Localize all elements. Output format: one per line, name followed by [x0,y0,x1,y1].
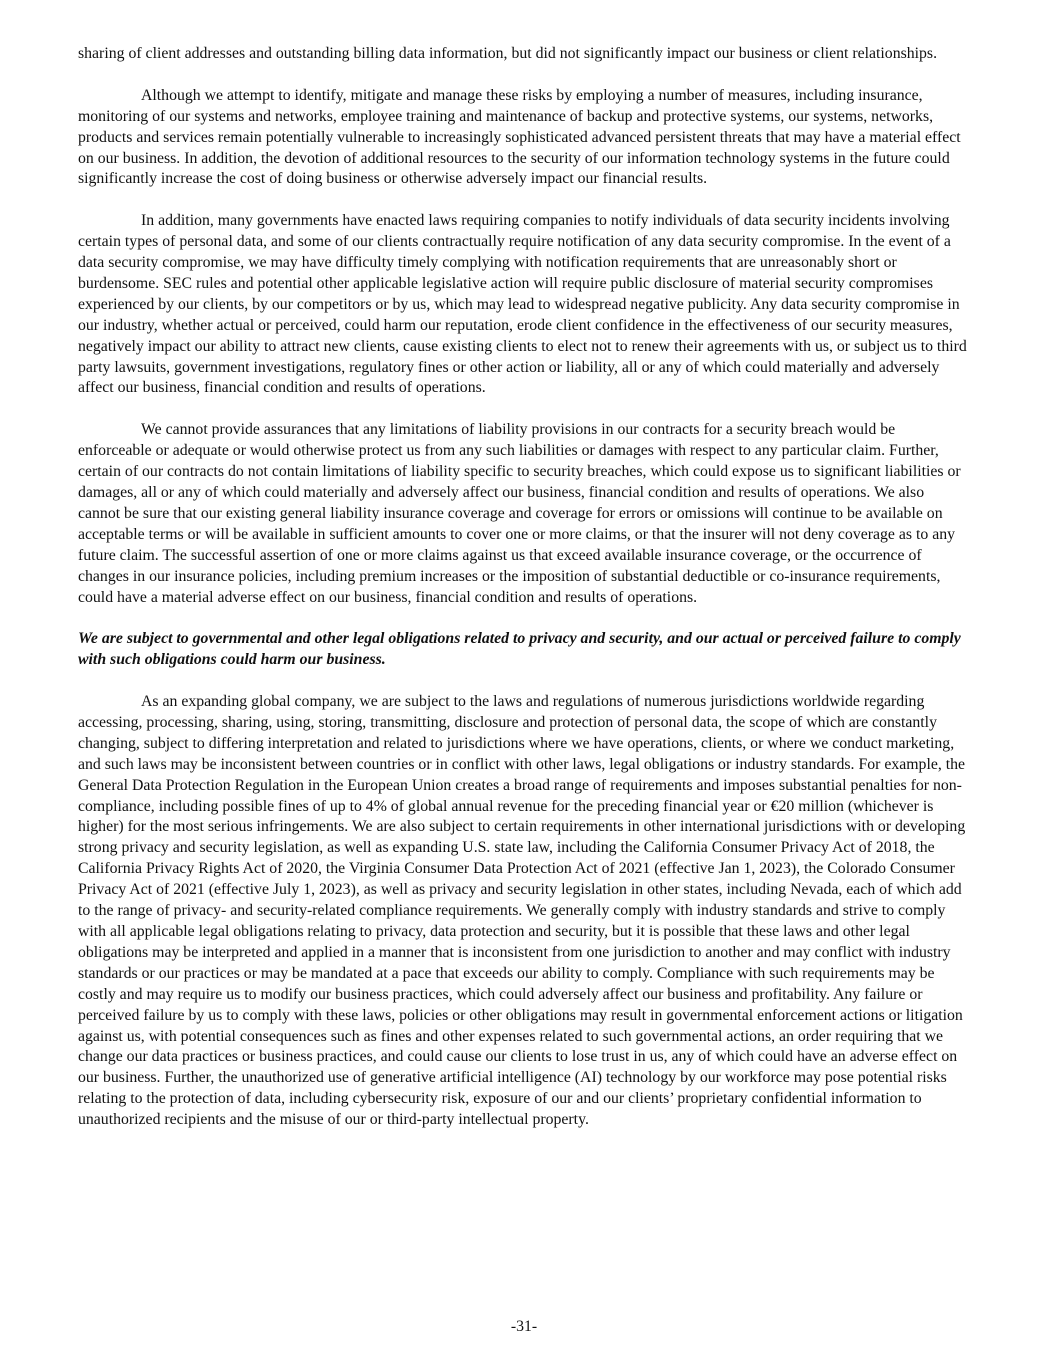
paragraph-global-privacy-laws: As an expanding global company, we are subject to the laws and regulations of numerous jurisdictions worldwide regarding accessing, processing, sharing, using, storing, transmitting, disclosure and protection of personal data, the scope of which are constantly changing, subject to differing interpretation and related to jurisdictions where we have operations, clients, or where we conduct marketing, and such laws may be inconsistent between countries or in conflict with other laws, legal obligations or industry standards. For example, the General Data Protection Regulation in the European Union creates a broad range of requirements and imposes substantial penalties for non-compliance, including possible fines of up to 4% of global annual revenue for the preceding financial year or €20 million (whichever is higher) for the most serious infringements. We are also subject to certain requirements in other international jurisdictions with or developing strong privacy and security legislation, as well as expanding U.S. state law, including the California Consumer Privacy Act of 2018, the California Privacy Rights Act of 2020, the Virginia Consumer Data Protection Act of 2021 (effective Jan 1, 2023), the Colorado Consumer Privacy Act of 2021 (effective July 1, 2023), as well as privacy and security legislation in other states, including Nevada, each of which add to the range of privacy- and security-related compliance requirements. We generally comply with industry standards and strive to comply with all applicable legal obligations relating to privacy, data protection and security, but it is possible that these laws and other legal obligations may be interpreted and applied in a manner that is inconsistent from one jurisdiction to another and may conflict with industry standards or our practices or may be mandated at a pace that exceeds our ability to comply. Compliance with such requirements may be costly and may require us to modify our business practices, which could adversely affect our business and profitability. Any failure or perceived failure by us to comply with these laws, policies or other obligations may result in governmental enforcement actions or litigation against us, with potential consequences such as fines and other expenses related to such governmental actions, an order requiring that we change our data practices or business practices, and could cause our clients to lose trust in us, any of which could have an adverse effect on our business. Further, the unauthorized use of generative artificial intelligence (AI) technology by our workforce may pose potential risks relating to the protection of data, including cybersecurity risk, exposure of our and our clients’ proprietary confidential information to unauthorized recipients and the misuse of our or third-party intellectual property. [78,693,966,1129]
section-heading-privacy: We are subject to governmental and other legal obligations related to privacy and security, and our actual or perceived failure to comply with such obligations could harm our business. [78,630,961,669]
document-body [78,44,970,1152]
page-number: -31- [510,1318,538,1335]
paragraph-liability-limitations: We cannot provide assurances that any limitations of liability provisions in our contracts for a security breach would be enforceable or adequate or would otherwise protect us from any such liabilities or damages with respect to any particular claim. Further, certain of our contracts do not contain limitations of liability specific to security breaches, which could expose us to significant liabilities or damages, all or any of which could materially and adversely affect our business, financial condition and results of operations. We also cannot be sure that our existing general liability insurance coverage and coverage for errors or omissions will continue to be available on acceptable terms or will be available in sufficient amounts to cover one or more claims, or that the insurer will not deny coverage as to any future claim. The successful assertion of one or more claims against us that exceed available insurance coverage, or the occurrence of changes in our insurance policies, including premium increases or the imposition of substantial deductible or co-insurance requirements, could have a material adverse effect on our business, financial condition and results of operations. [78,421,961,606]
paragraph-risk-mitigation: Although we attempt to identify, mitigate and manage these risks by employing a number of measures, including insurance, monitoring of our systems and networks, employee training and maintenance of backup and protective systems, our systems, networks, products and services remain potentially vulnerable to increasingly sophisticated advanced persistent threats that may have a material effect on our business. In addition, the devotion of additional resources to the security of our information technology systems in the future could significantly increase the cost of doing business or otherwise adversely impact our financial results. [78,86,961,188]
paragraph-notification-laws: In addition, many governments have enacted laws requiring companies to notify individuals of data security incidents involving certain types of personal data, and some of our clients contractually require notification of any data security compromise. In the event of a data security compromise, we may have difficulty timely complying with notification requirements that are unreasonably short or burdensome. SEC rules and potential other applicable legislative action will require public disclosure of material security compromises experienced by our clients, by our competitors or by us, which may lead to widespread negative publicity. Any data security compromise in our industry, whether actual or perceived, could harm our reputation, erode client confidence in the effectiveness of our security measures, negatively impact our ability to attract new clients, cause existing clients to elect not to renew their agreements with us, or subject us to third party lawsuits, government investigations, regulatory fines or other action or liability, all or any of which could materially and adversely affect our business, financial condition and results of operations. [78,212,967,397]
paragraph-continued: sharing of client addresses and outstanding billing data information, but did not significantly impact our business or client relationships. [78,45,938,62]
